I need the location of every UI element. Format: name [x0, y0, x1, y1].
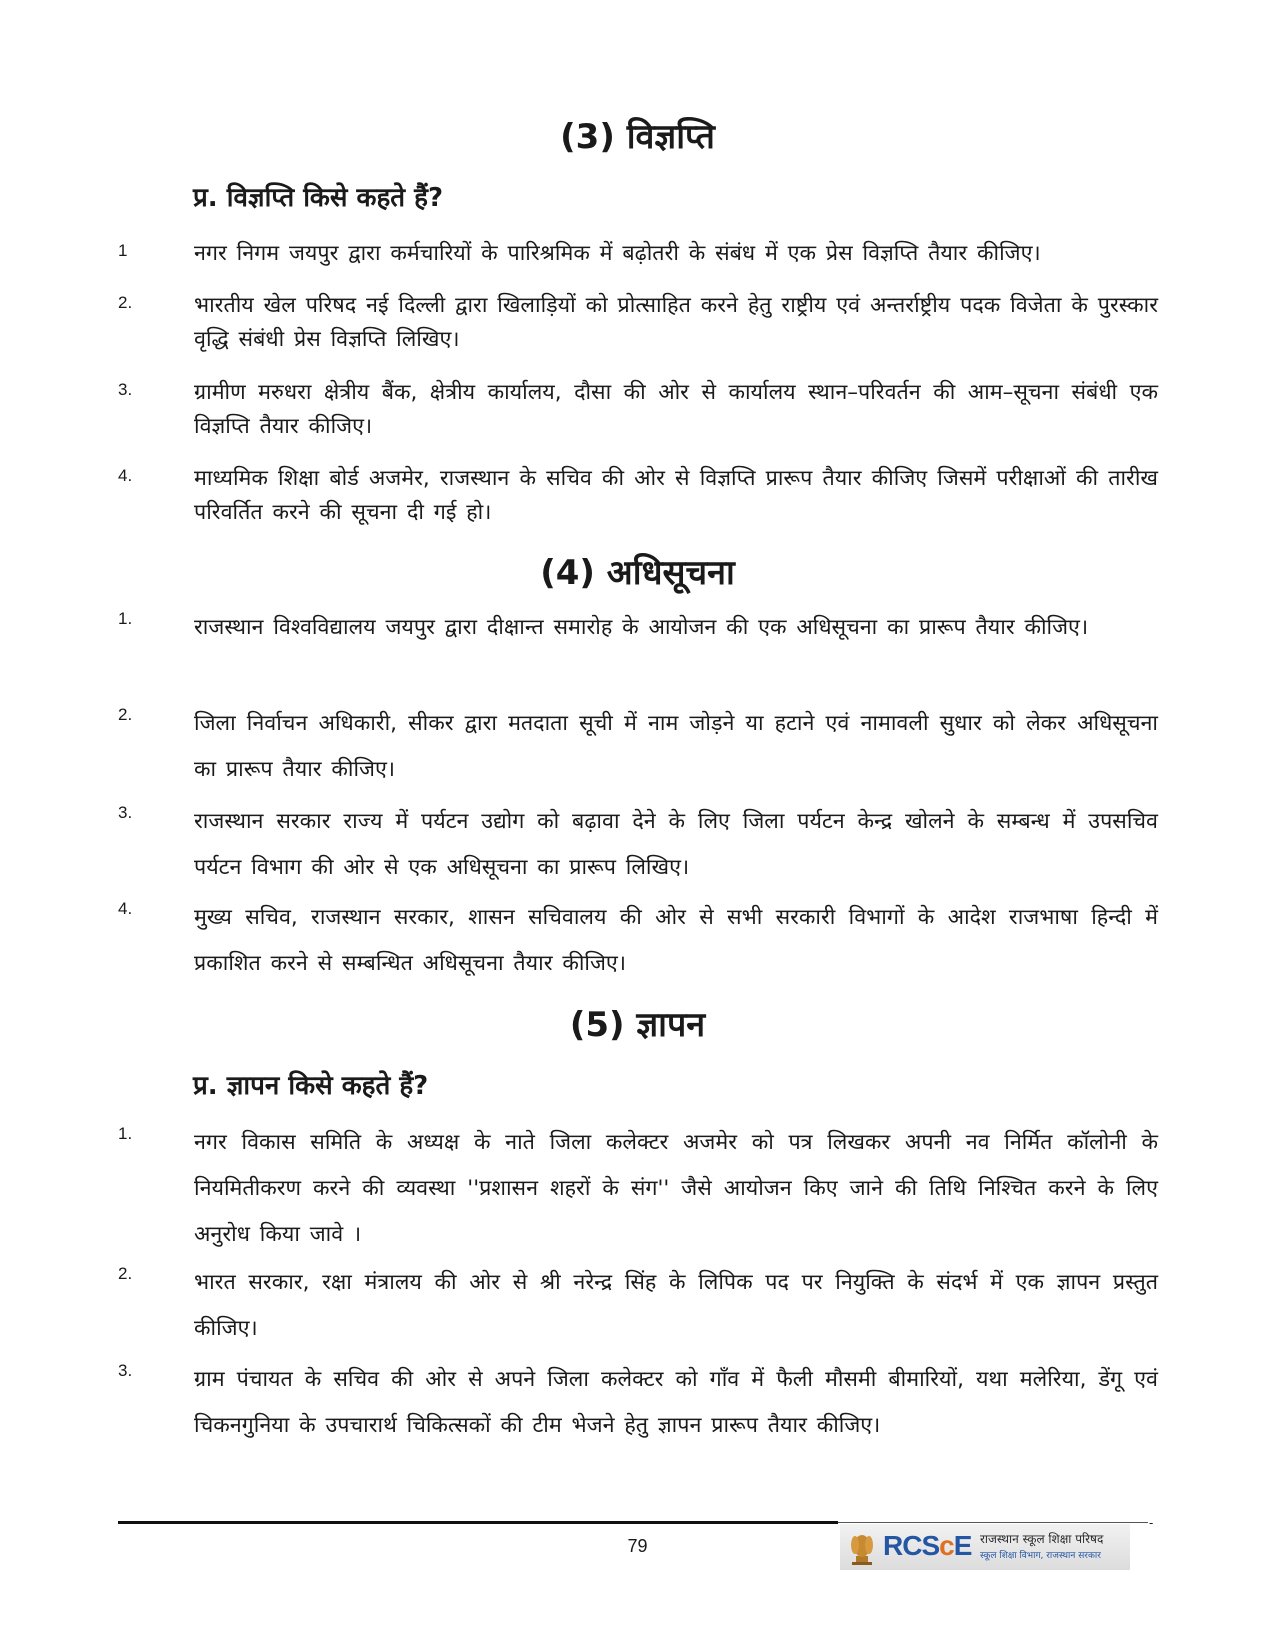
- page-number: 79: [627, 1536, 648, 1556]
- item-text: नगर विकास समिति के अध्यक्ष के नाते जिला कलेक्टर अजमेर को पत्र लिखकर अपनी नव निर्मित कॉलोनी के नियमितीकरण करने की व्यवस्था ''प्रशासन शहरों के संग'' जैसे आयोजन किए जाने की तिथि निश्चित करने के लिए अनुरोध किया जावे ।: [194, 1130, 1158, 1247]
- footer-dash: -: [1149, 1516, 1154, 1530]
- item-text: भारत सरकार, रक्षा मंत्रालय की ओर से श्री नरेन्द्र सिंह के लिपिक पद पर नियुक्ति के संदर्भ में एक ज्ञापन प्रस्तुत कीजिए।: [194, 1270, 1158, 1341]
- logo-abbreviation: [883, 1530, 971, 1562]
- rcsce-logo: [840, 1524, 1130, 1570]
- item-number: 3.: [118, 1361, 133, 1380]
- logo-abbr-part2: c: [939, 1530, 954, 1561]
- item-number: 1.: [118, 609, 133, 628]
- item-text: नगर निगम जयपुर द्वारा कर्मचारियों के पारिश्रमिक में बढ़ोतरी के संबंध में एक प्रेस विज्ञप्ति तैयार कीजिए।: [194, 241, 1041, 266]
- item-text: ग्रामीण मरुधरा क्षेत्रीय बैंक, क्षेत्रीय कार्यालय, दौसा की ओर से कार्यालय स्थान–परिवर्तन की आम–सूचना संबंधी एक विज्ञप्ति तैयार कीजिए।: [194, 380, 1158, 439]
- item-number: 2.: [118, 705, 133, 724]
- item-text: मुख्य सचिव, राजस्थान सरकार, शासन सचिवालय की ओर से सभी सरकारी विभागों के आदेश राजभाषा हिन्दी में प्रकाशित करने से सम्बन्धित अधिसूचना तैयार कीजिए।: [194, 905, 1158, 976]
- logo-abbr-part3: E: [953, 1530, 972, 1561]
- item-text: माध्यमिक शिक्षा बोर्ड अजमेर, राजस्थान के सचिव की ओर से विज्ञप्ति प्रारूप तैयार कीजिए जिसमें परीक्षाओं की तारीख परिवर्तित करने की सूचना दी गई हो।: [194, 466, 1158, 525]
- item-text: राजस्थान सरकार राज्य में पर्यटन उद्योग को बढ़ावा देने के लिए जिला पर्यटन केन्द्र खोलने के सम्बन्ध में उपसचिव पर्यटन विभाग की ओर से एक अधिसूचना का प्रारूप लिखिए।: [194, 809, 1158, 880]
- item-number: 4.: [118, 899, 133, 918]
- item-number: 2.: [118, 1264, 133, 1283]
- logo-abbr-part1: RCS: [883, 1530, 940, 1561]
- item-number: 4.: [118, 466, 133, 485]
- item-number: 3.: [118, 803, 133, 822]
- item-number: 1.: [118, 1124, 133, 1143]
- section-3-heading: (3) विज्ञप्ति: [560, 117, 715, 157]
- item-text: भारतीय खेल परिषद नई दिल्ली द्वारा खिलाड़ियों को प्रोत्साहित करने हेतु राष्ट्रीय एवं अन्तर्राष्ट्रीय पदक विजेता के पुरस्कार वृद्धि संबंधी प्रेस विज्ञप्ति लिखिए।: [194, 293, 1158, 352]
- ashoka-emblem-icon: [844, 1526, 880, 1568]
- logo-line-1: राजस्थान स्कूल शिक्षा परिषद: [980, 1532, 1104, 1546]
- section-5-question: प्र. ज्ञापन किसे कहते हैं?: [193, 1071, 429, 1101]
- item-text: राजस्थान विश्वविद्यालय जयपुर द्वारा दीक्षान्त समारोह के आयोजन की एक अधिसूचना का प्रारूप तैयार कीजिए।: [194, 615, 1089, 640]
- item-number: 2.: [118, 293, 133, 312]
- footer-rule: [118, 1521, 838, 1524]
- item-text: जिला निर्वाचन अधिकारी, सीकर द्वारा मतदाता सूची में नाम जोड़ने या हटाने एवं नामावली सुधार को लेकर अधिसूचना का प्रारूप तैयार कीजिए।: [194, 711, 1158, 782]
- section-5-heading: (5) ज्ञापन: [569, 1005, 706, 1045]
- item-text: ग्राम पंचायत के सचिव की ओर से अपने जिला कलेक्टर को गाँव में फैली मौसमी बीमारियों, यथा मलेरिया, डेंगू एवं चिकनगुनिया के उपचारार्थ चिकित्सकों की टीम भेजने हेतु ज्ञापन प्रारूप तैयार कीजिए।: [194, 1367, 1158, 1438]
- item-number: 1: [118, 241, 128, 260]
- logo-line-2: स्कूल शिक्षा विभाग, राजस्थान सरकार: [980, 1551, 1101, 1561]
- section-3-question: प्र. विज्ञप्ति किसे कहते हैं?: [193, 183, 444, 213]
- item-number: 3.: [118, 380, 133, 399]
- footer-rule-thin: [838, 1522, 1148, 1523]
- section-4-heading: (4) अधिसूचना: [540, 553, 735, 593]
